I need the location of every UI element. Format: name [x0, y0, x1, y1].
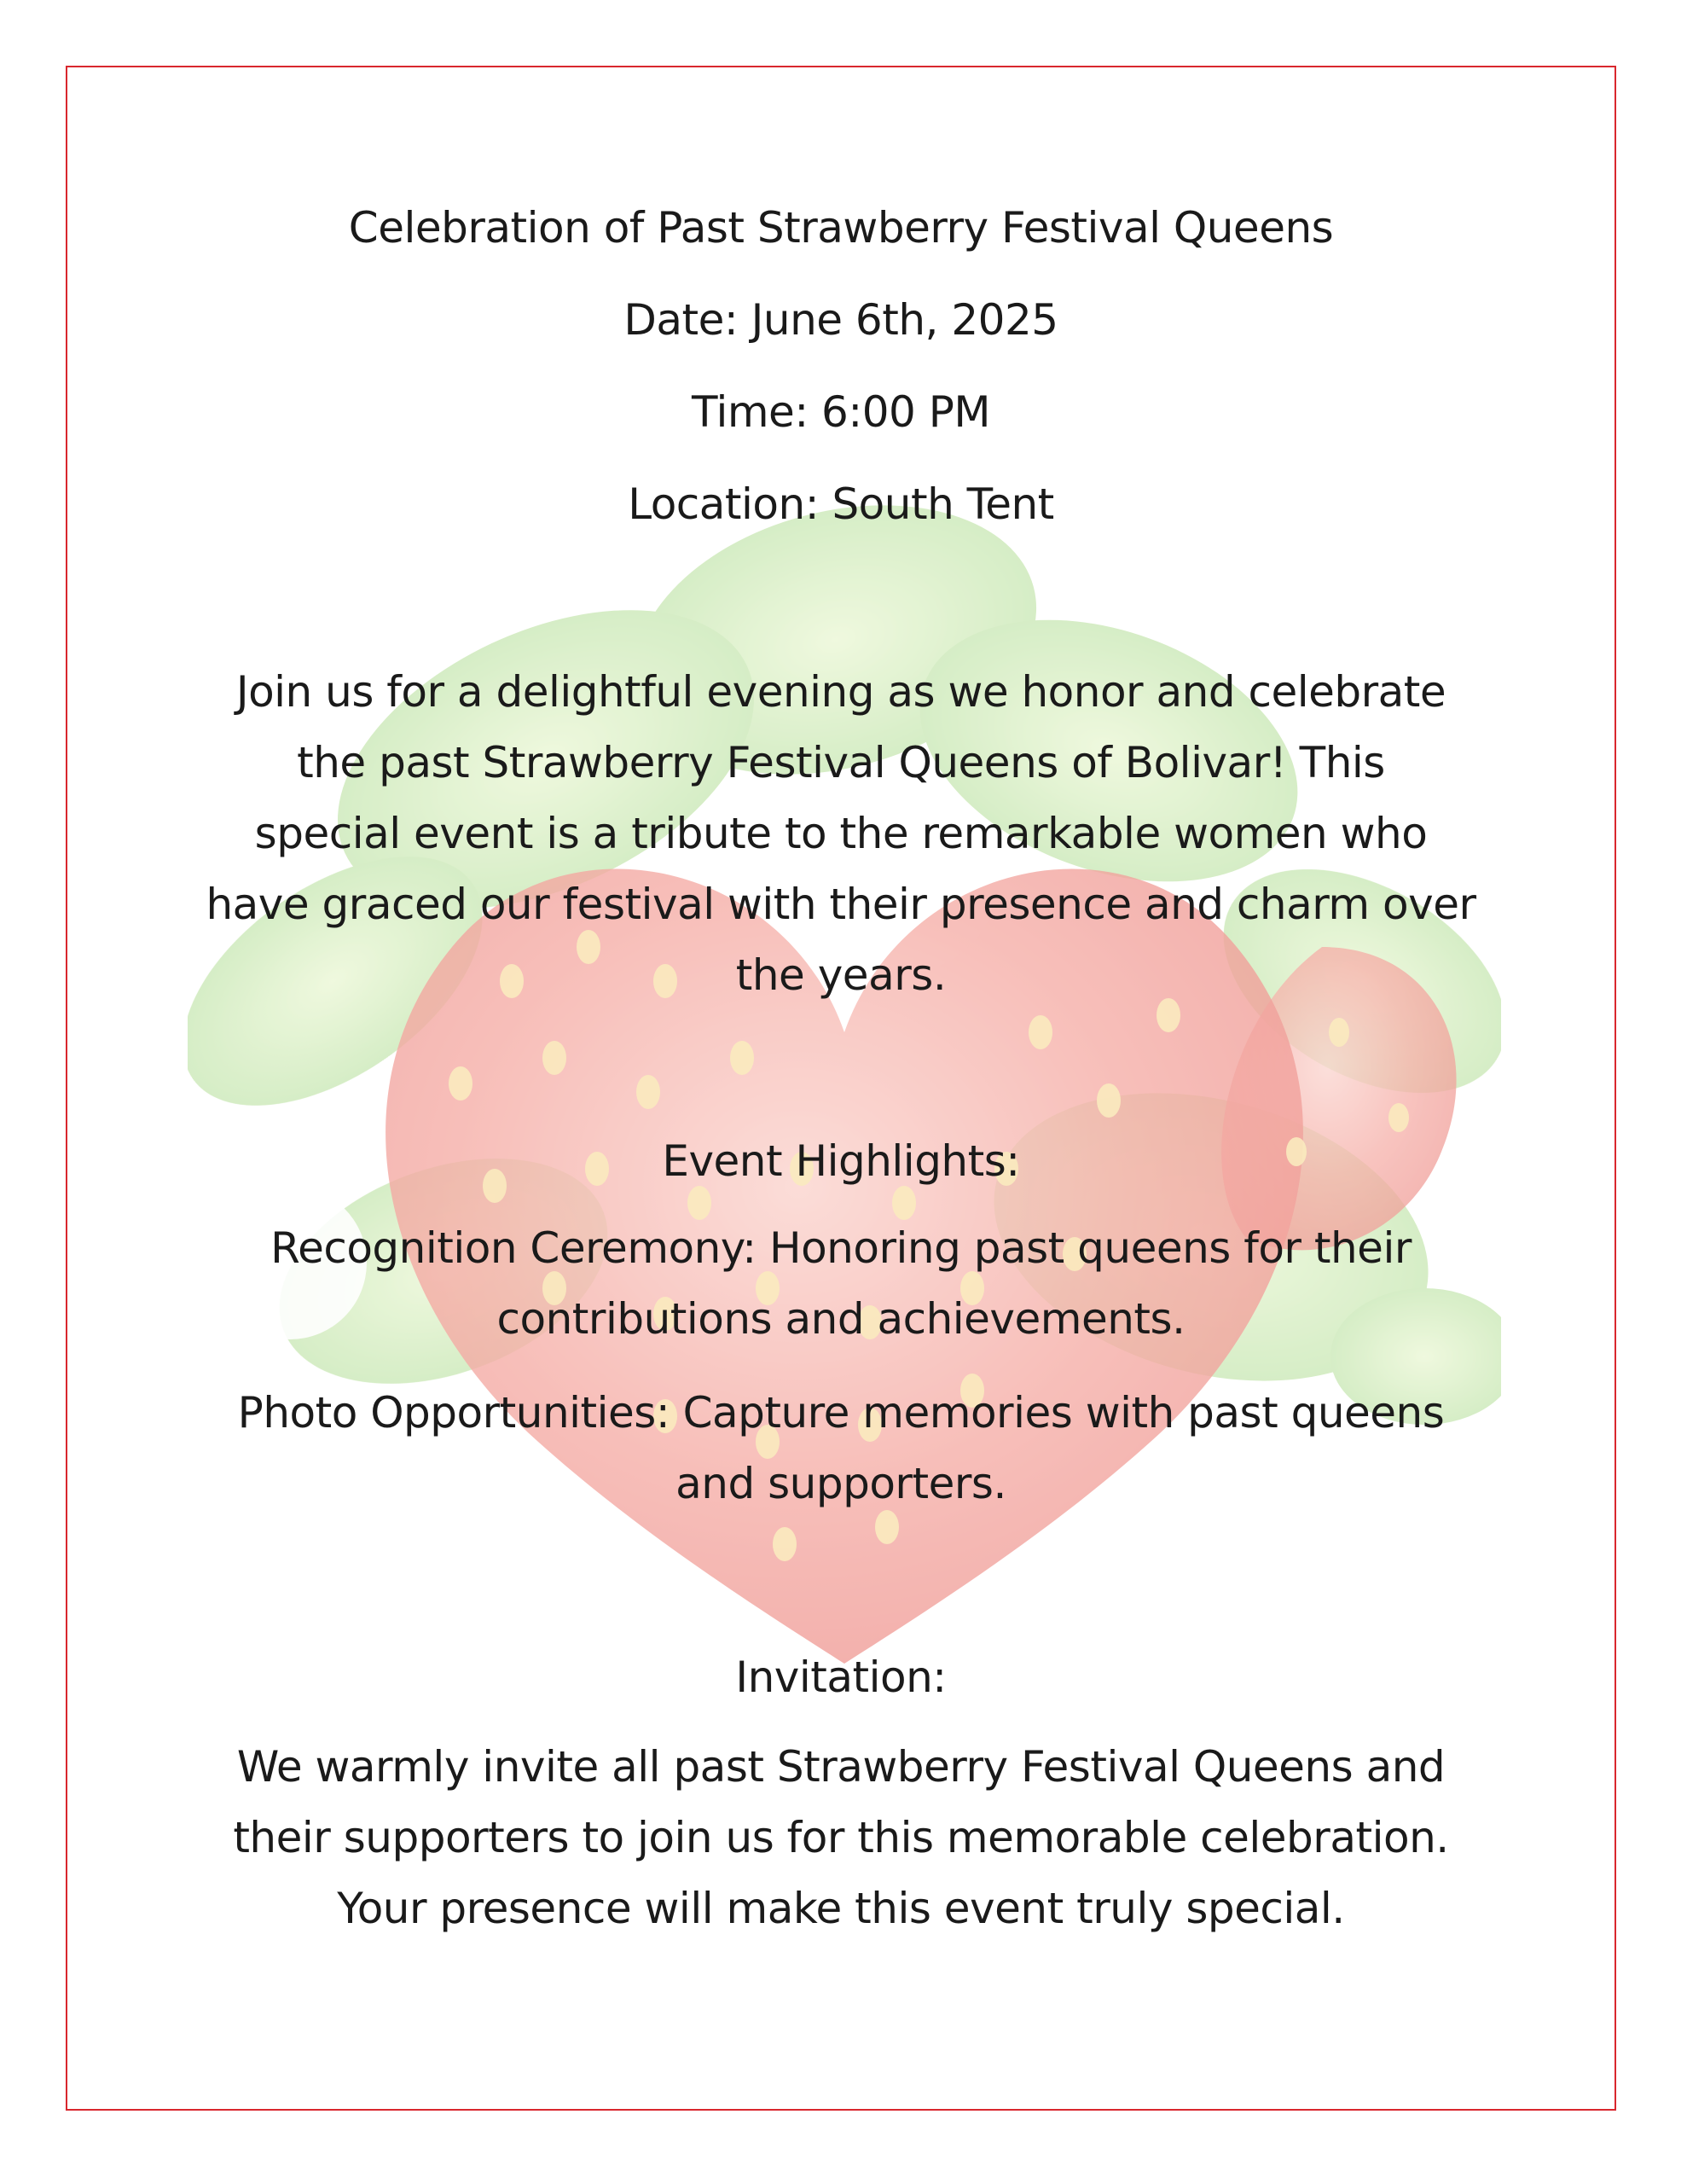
highlight-recognition — [68, 1213, 1614, 1355]
invitation-line: Your presence will make this event truly special. — [337, 1884, 1345, 1933]
intro-line: the past Strawberry Festival Queens of Bolivar! This — [297, 738, 1385, 787]
intro-paragraph — [68, 657, 1614, 1011]
invitation-paragraph — [68, 1732, 1614, 1944]
highlight-photo — [68, 1378, 1614, 1519]
invitation-line: their supporters to join us for this memorable celebration. — [233, 1813, 1449, 1862]
invitation-heading: Invitation: — [735, 1653, 947, 1702]
highlights-heading: Event Highlights: — [662, 1136, 1020, 1186]
recognition-line: contributions and achievements. — [496, 1294, 1186, 1344]
photo-line: and supporters. — [675, 1459, 1006, 1508]
event-title: Celebration of Past Strawberry Festival Queens — [348, 203, 1334, 253]
recognition-line: Recognition Ceremony: Honoring past queens for their — [270, 1223, 1412, 1273]
intro-line: special event is a tribute to the remarkable women who — [254, 809, 1428, 858]
intro-line: Join us for a delightful evening as we honor and celebrate — [235, 667, 1446, 717]
photo-line: Photo Opportunities: Capture memories with past queens — [237, 1388, 1445, 1438]
event-date: Date: June 6th, 2025 — [623, 295, 1058, 345]
event-time: Time: 6:00 PM — [691, 387, 991, 437]
intro-line: the years. — [735, 950, 947, 1000]
event-location: Location: South Tent — [628, 479, 1054, 529]
invitation-line: We warmly invite all past Strawberry Festival Queens and — [236, 1742, 1446, 1792]
intro-line: have graced our festival with their presence and charm over — [206, 880, 1476, 929]
